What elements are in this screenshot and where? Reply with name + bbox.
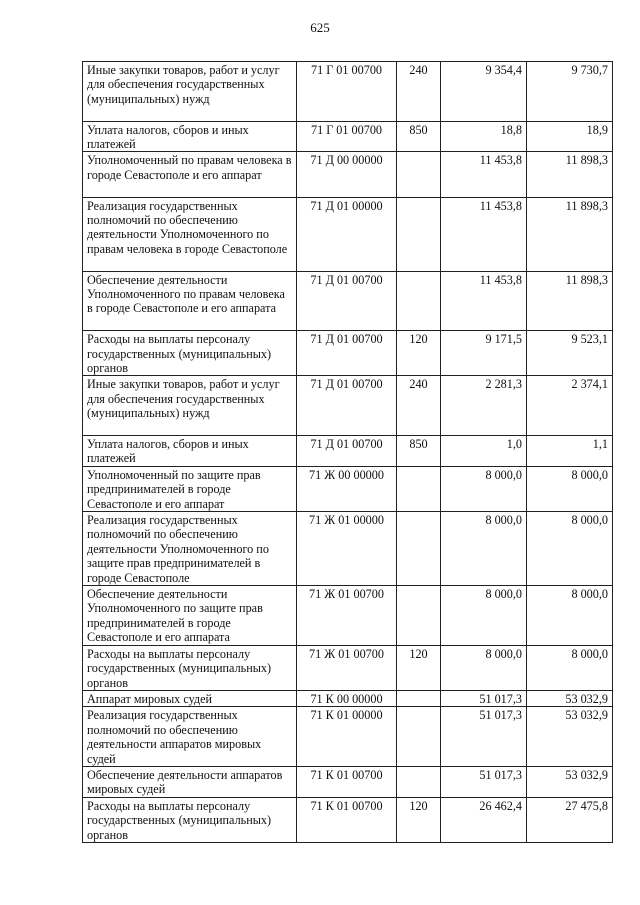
expense-name-cell: Уплата налогов, сборов и иных платежей bbox=[83, 436, 297, 467]
expense-type-cell: 850 bbox=[397, 436, 441, 467]
table-body bbox=[83, 62, 613, 843]
expense-name-cell: Аппарат мировых судей bbox=[83, 690, 297, 706]
expense-name-cell: Обеспечение деятельности Уполномоченного по защите прав предпринимателей в городе Севастополе и его аппарата bbox=[83, 586, 297, 646]
table-row bbox=[83, 797, 613, 842]
amount-year-2-cell: 27 475,8 bbox=[527, 797, 613, 842]
amount-year-1-cell: 8 000,0 bbox=[441, 645, 527, 690]
amount-year-1-cell: 51 017,3 bbox=[441, 766, 527, 797]
target-code-cell: 71 Д 01 00700 bbox=[297, 376, 397, 436]
table-row bbox=[83, 690, 613, 706]
amount-year-1-cell: 8 000,0 bbox=[441, 512, 527, 586]
amount-year-1-cell: 9 171,5 bbox=[441, 331, 527, 376]
expense-type-cell bbox=[397, 512, 441, 586]
amount-year-2-cell: 8 000,0 bbox=[527, 512, 613, 586]
expense-type-cell: 240 bbox=[397, 376, 441, 436]
target-code-cell: 71 Ж 01 00000 bbox=[297, 512, 397, 586]
table-row bbox=[83, 121, 613, 152]
expense-type-cell bbox=[397, 271, 441, 331]
amount-year-1-cell: 2 281,3 bbox=[441, 376, 527, 436]
expense-name-cell: Уплата налогов, сборов и иных платежей bbox=[83, 121, 297, 152]
expense-name-cell: Иные закупки товаров, работ и услуг для обеспечения государственных (муниципальных) нужд bbox=[83, 62, 297, 122]
expense-type-cell bbox=[397, 707, 441, 767]
target-code-cell: 71 К 01 00700 bbox=[297, 797, 397, 842]
expense-name-cell: Реализация государственных полномочий по обеспечению деятельности Уполномоченного по правам человека в городе Севастополе bbox=[83, 197, 297, 271]
amount-year-2-cell: 1,1 bbox=[527, 436, 613, 467]
amount-year-2-cell: 2 374,1 bbox=[527, 376, 613, 436]
expense-type-cell bbox=[397, 466, 441, 511]
expense-type-cell: 850 bbox=[397, 121, 441, 152]
amount-year-1-cell: 51 017,3 bbox=[441, 690, 527, 706]
target-code-cell: 71 Д 01 00000 bbox=[297, 197, 397, 271]
budget-table bbox=[82, 61, 613, 843]
amount-year-2-cell: 53 032,9 bbox=[527, 690, 613, 706]
expense-name-cell: Реализация государственных полномочий по обеспечению деятельности Уполномоченного по защите прав предпринимателей в городе Севастополе bbox=[83, 512, 297, 586]
table-row bbox=[83, 376, 613, 436]
expense-type-cell: 120 bbox=[397, 331, 441, 376]
expense-name-cell: Уполномоченный по правам человека в городе Севастополе и его аппарат bbox=[83, 152, 297, 197]
table-row bbox=[83, 436, 613, 467]
amount-year-2-cell: 53 032,9 bbox=[527, 707, 613, 767]
target-code-cell: 71 Ж 01 00700 bbox=[297, 586, 397, 646]
amount-year-2-cell: 9 523,1 bbox=[527, 331, 613, 376]
expense-name-cell: Расходы на выплаты персоналу государственных (муниципальных) органов bbox=[83, 645, 297, 690]
target-code-cell: 71 К 01 00700 bbox=[297, 766, 397, 797]
table-row bbox=[83, 766, 613, 797]
target-code-cell: 71 Д 01 00700 bbox=[297, 331, 397, 376]
table-row bbox=[83, 645, 613, 690]
amount-year-1-cell: 9 354,4 bbox=[441, 62, 527, 122]
amount-year-1-cell: 1,0 bbox=[441, 436, 527, 467]
expense-type-cell: 240 bbox=[397, 62, 441, 122]
page-number: 625 bbox=[310, 20, 330, 35]
amount-year-2-cell: 11 898,3 bbox=[527, 197, 613, 271]
table-row bbox=[83, 152, 613, 197]
amount-year-1-cell: 18,8 bbox=[441, 121, 527, 152]
expense-type-cell bbox=[397, 152, 441, 197]
expense-name-cell: Расходы на выплаты персоналу государственных (муниципальных) органов bbox=[83, 331, 297, 376]
table-row bbox=[83, 707, 613, 767]
table-row bbox=[83, 512, 613, 586]
expense-name-cell: Обеспечение деятельности Уполномоченного по правам человека в городе Севастополе и его аппарата bbox=[83, 271, 297, 331]
expense-name-cell: Уполномоченный по защите прав предпринимателей в городе Севастополе и его аппарат bbox=[83, 466, 297, 511]
amount-year-2-cell: 8 000,0 bbox=[527, 586, 613, 646]
amount-year-2-cell: 8 000,0 bbox=[527, 645, 613, 690]
amount-year-2-cell: 53 032,9 bbox=[527, 766, 613, 797]
table-row bbox=[83, 62, 613, 122]
target-code-cell: 71 Г 01 00700 bbox=[297, 121, 397, 152]
expense-type-cell bbox=[397, 690, 441, 706]
amount-year-2-cell: 8 000,0 bbox=[527, 466, 613, 511]
target-code-cell: 71 Г 01 00700 bbox=[297, 62, 397, 122]
amount-year-2-cell: 11 898,3 bbox=[527, 152, 613, 197]
expense-name-cell: Расходы на выплаты персоналу государственных (муниципальных) органов bbox=[83, 797, 297, 842]
table-row bbox=[83, 466, 613, 511]
amount-year-2-cell: 18,9 bbox=[527, 121, 613, 152]
target-code-cell: 71 Ж 00 00000 bbox=[297, 466, 397, 511]
expense-type-cell bbox=[397, 197, 441, 271]
table-row bbox=[83, 331, 613, 376]
expense-type-cell: 120 bbox=[397, 797, 441, 842]
amount-year-1-cell: 11 453,8 bbox=[441, 271, 527, 331]
table-row bbox=[83, 271, 613, 331]
expense-name-cell: Обеспечение деятельности аппаратов мировых судей bbox=[83, 766, 297, 797]
amount-year-1-cell: 8 000,0 bbox=[441, 586, 527, 646]
expense-type-cell bbox=[397, 586, 441, 646]
expense-type-cell: 120 bbox=[397, 645, 441, 690]
amount-year-1-cell: 26 462,4 bbox=[441, 797, 527, 842]
expense-type-cell bbox=[397, 766, 441, 797]
target-code-cell: 71 Д 01 00700 bbox=[297, 271, 397, 331]
expense-name-cell: Реализация государственных полномочий по обеспечению деятельности аппаратов мировых судей bbox=[83, 707, 297, 767]
table-row bbox=[83, 197, 613, 271]
amount-year-1-cell: 51 017,3 bbox=[441, 707, 527, 767]
target-code-cell: 71 К 00 00000 bbox=[297, 690, 397, 706]
amount-year-1-cell: 11 453,8 bbox=[441, 197, 527, 271]
amount-year-1-cell: 11 453,8 bbox=[441, 152, 527, 197]
target-code-cell: 71 Д 00 00000 bbox=[297, 152, 397, 197]
table-row bbox=[83, 586, 613, 646]
target-code-cell: 71 Д 01 00700 bbox=[297, 436, 397, 467]
target-code-cell: 71 К 01 00000 bbox=[297, 707, 397, 767]
amount-year-2-cell: 11 898,3 bbox=[527, 271, 613, 331]
amount-year-2-cell: 9 730,7 bbox=[527, 62, 613, 122]
target-code-cell: 71 Ж 01 00700 bbox=[297, 645, 397, 690]
amount-year-1-cell: 8 000,0 bbox=[441, 466, 527, 511]
expense-name-cell: Иные закупки товаров, работ и услуг для обеспечения государственных (муниципальных) нужд bbox=[83, 376, 297, 436]
